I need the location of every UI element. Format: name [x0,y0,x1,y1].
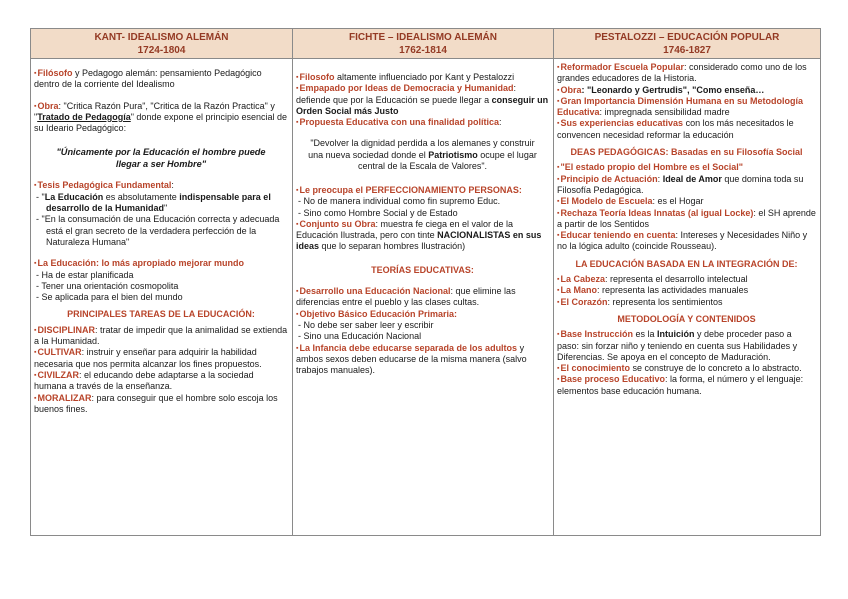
bullet-icon: ▪ [34,349,37,357]
kant-moralizar: ▪MORALIZAR: para conseguir que el hombre solo escoja los buenos fines. [34,392,278,414]
kant-edu-title: ▪La Educación: lo más apropiado mejorar mundo [34,258,245,269]
fichte-filosofo: ▪Filosofo altamente influenciado por Kant y Pestalozzi [296,72,515,82]
pest-conocimiento: ▪El conocimiento se construye de lo concreto a lo abstracto. [557,363,802,374]
fichte-body [293,59,553,376]
pest-integ-title: LA EDUCACIÓN BASADA EN LA INTEGRACIÓN DE: [575,258,798,269]
bullet-icon: ▪ [34,260,37,268]
bullet-icon: ▪ [34,394,37,402]
bullet-icon: ▪ [557,331,560,339]
pest-rechaza: ▪Rechaza Teoría Ideas Innatas (al igual Locke): el SH aprende a partir de los Sentidos [557,207,816,229]
bullet-icon: ▪ [557,64,560,71]
pestalozzi-years: 1746-1827 [663,45,711,56]
kant-edu-item: - Ha de estar planificada [36,269,134,280]
bullet-icon: ▪ [557,209,560,217]
pest-experiencias: ▪Sus experiencias educativas con los más necesitados le convencen necesidad reformar la educación [557,118,794,140]
bullet-icon: ▪ [557,232,560,240]
fichte-teorias-title: TEORÍAS EDUCATIVAS: [371,264,474,275]
kant-tareas-title: PRINCIPALES TAREAS DE LA EDUCACIÓN: [67,309,255,320]
kant-quote: "Únicamente por la Educación el hombre puede llegar a ser Hombre" [56,147,266,170]
bullet-icon: ▪ [557,120,560,128]
fichte-objetivo: ▪Objetivo Básico Educación Primaria: [296,308,458,319]
bullet-icon: ▪ [34,102,37,110]
comparison-table [30,28,821,536]
bullet-icon: ▪ [296,310,299,318]
bullet-icon: ▪ [34,182,37,190]
bullet-icon: ▪ [557,287,560,295]
pest-reformador: ▪Reformador Escuela Popular: considerado como uno de los grandes educadores de la Historia. [557,62,807,84]
fichte-perf-item: - No de manera individual como fin supremo Educ. [298,196,501,207]
bullet-icon: ▪ [296,344,299,352]
kant-tesis-title: ▪Tesis Pedagógica Fundamental: [34,180,174,191]
fichte-conjunto: ▪Conjunto su Obra: muestra fe ciega en el valor de la Educación Ilustrada, pero con tinte NACIONALISTAS en sus ideas que lo separan hombres Ilustración) [296,218,542,252]
kant-tesis-1: - "La Educación es absolutamente indispensable para el desarrollo de la Humanidad" [36,191,271,214]
fichte-column [293,29,554,535]
fichte-obj-item: - Sino una Educación Nacional [298,331,422,342]
pest-base-instruccion: ▪Base Instrucción es la Intuición y debe proceder paso a paso: sin forzar niño y teniendo en cuenta sus Habilidades y Diferencias. Se apoya en el concepto de Maduración. [557,329,798,362]
fichte-quote: "Devolver la dignidad perdida a los alemanes y construir una nueva sociedad donde el Patriotismo ocupe el lugar central de la Escala de Valores". [308,138,537,172]
kant-body [31,59,292,415]
fichte-nacional: ▪Desarrollo una Educación Nacional: que elimine las diferencias entre el pueblo y las clases cultas. [296,286,516,308]
bullet-icon: ▪ [296,74,299,81]
pest-estado: ▪"El estado propio del Hombre es el Social" [557,162,744,173]
fichte-perf-item: - Sino como Hombre Social y de Estado [298,207,458,218]
pest-importancia: ▪Gran Importancia Dimensión Humana en su Metodología Educativa: impregnada sensibilidad madre [557,95,804,118]
pest-obra: ▪Obra: "Leonardo y Gertrudis", "Como enseña… [557,84,765,95]
kant-disciplinar: ▪DISCIPLINAR: tratar de impedir que la animalidad se extienda a la Humanidad. [34,324,288,347]
kant-years: 1724-1804 [137,45,186,56]
fichte-democracia: ▪Empapado por Ideas de Democracia y Humanidad: defiende que por la Educación se puede llegar a conseguir un Orden Social más Justo [296,83,549,116]
pest-principio: ▪Principio de Actuación: Ideal de Amor que domina toda su Filosofía Pedagógica. [557,173,804,195]
pest-educar: ▪Educar teniendo en cuenta: Intereses y Necesidades Niño y no la lógica adulto (coincide Rousseau). [557,230,808,252]
pest-cabeza: ▪La Cabeza: representa el desarrollo intelectual [557,274,748,285]
bullet-icon: ▪ [557,175,560,183]
bullet-icon: ▪ [34,326,37,334]
pestalozzi-column [554,29,820,535]
bullet-icon: ▪ [557,164,560,172]
fichte-perfeccionamiento: ▪Le preocupa el PERFECCIONAMIENTO PERSONAS: [296,184,522,195]
pest-modelo: ▪El Modelo de Escuela: es el Hogar [557,196,704,207]
fichte-title: FICHTE – IDEALISMO ALEMÁN [349,32,497,43]
kant-tesis-2: - "En la consumación de una Educación correcta y adecuada está el gran secreto de la verdadera perfección de la Naturaleza Humana" [36,214,280,247]
pest-base-proceso: ▪Base proceso Educativo: la forma, el número y el lenguaje: elementos base educación humana. [557,374,804,396]
pestalozzi-body [554,59,820,397]
kant-civilizar: ▪CIVILZAR: el educando debe adaptarse a la sociedad humana a través de la enseñanza. [34,369,254,392]
fichte-infancia: ▪La Infancia debe educarse separada de los adultos y ambos sexos deben educarse de la misma manera (salvo trabajos manuales). [296,342,527,376]
kant-obra: ▪Obra: "Critica Razón Pura", "Critica de la Razón Practica" y "Tratado de Pedagogía" donde expone el principio esencial de su Ideario Pedagógico: [34,100,288,134]
pest-ideas-title: DEAS PEDAGÓGICAS: Basadas en su Filosofía Social [570,147,803,158]
pestalozzi-header [554,29,820,59]
bullet-icon: ▪ [557,97,560,105]
bullet-icon: ▪ [34,70,37,77]
kant-filosofo: ▪Filósofo y Pedagogo alemán: pensamiento Pedagógico dentro de la corriente del Idealismo [34,68,262,90]
bullet-icon: ▪ [557,86,560,94]
kant-edu-item: - Se aplicada para el bien del mundo [36,292,183,303]
pest-mano: ▪La Mano: representa las actividades manuales [557,285,749,296]
fichte-years: 1762-1814 [399,45,447,56]
bullet-icon: ▪ [296,119,299,127]
kant-cultivar: ▪CULTIVAR: instruir y enseñar para adquirir la habilidad necesaria que nos permita alcanzar los fines propuestos. [34,347,262,369]
bullet-icon: ▪ [557,365,560,373]
bullet-icon: ▪ [296,186,299,194]
fichte-obj-item: - No debe ser saber leer y escribir [298,319,434,330]
pest-metod-title: METODOLOGÍA Y CONTENIDOS [617,313,756,324]
bullet-icon: ▪ [296,288,299,296]
kant-header [31,29,292,59]
bullet-icon: ▪ [557,298,560,306]
fichte-header [293,29,553,59]
bullet-icon: ▪ [296,85,299,93]
bullet-icon: ▪ [296,220,299,228]
fichte-propuesta: ▪Propuesta Educativa con una finalidad política: [296,117,502,128]
kant-edu-item: - Tener una orientación cosmopolita [36,280,179,291]
kant-title: KANT- IDEALISMO ALEMÁN [94,32,229,43]
bullet-icon: ▪ [557,276,560,284]
bullet-icon: ▪ [557,376,560,384]
bullet-icon: ▪ [557,198,560,206]
kant-column [31,29,293,535]
bullet-icon: ▪ [34,371,37,379]
pest-corazon: ▪El Corazón: representa los sentimientos [557,296,723,307]
pestalozzi-title: PESTALOZZI – EDUCACIÓN POPULAR [594,32,780,43]
